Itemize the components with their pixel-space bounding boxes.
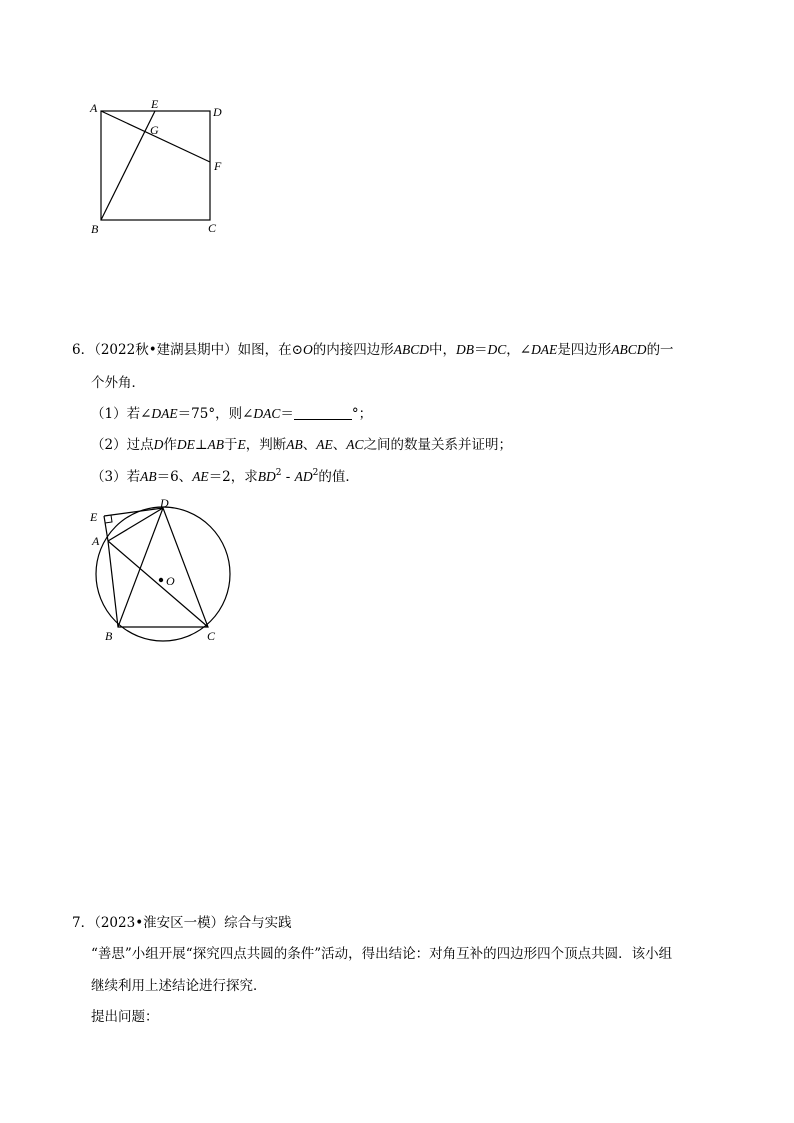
circle-o bbox=[96, 507, 230, 641]
label-f: F bbox=[214, 159, 222, 173]
text: 、 bbox=[332, 437, 347, 453]
text: °； bbox=[351, 406, 373, 422]
var-dc: DC bbox=[487, 342, 507, 357]
label-o: O bbox=[166, 574, 175, 588]
var-o: O bbox=[302, 342, 313, 357]
label-d: D bbox=[160, 496, 169, 510]
segment-be bbox=[101, 111, 155, 220]
q6-part3 bbox=[91, 467, 359, 487]
var-dae: DAE bbox=[531, 342, 558, 357]
var-ad: AD bbox=[294, 469, 313, 484]
var-ab: AB bbox=[207, 437, 225, 452]
label-c: C bbox=[208, 221, 217, 235]
text: ＝75°，则∠ bbox=[177, 406, 254, 422]
quad-adcb bbox=[108, 508, 208, 627]
text: 于 bbox=[224, 437, 238, 453]
var-e: E bbox=[237, 437, 246, 452]
label-d: D bbox=[213, 105, 222, 119]
q6-part2 bbox=[91, 435, 512, 455]
text: ⊥ bbox=[194, 437, 208, 453]
label-g: G bbox=[150, 123, 159, 137]
text: ＝ bbox=[280, 406, 294, 422]
var-ab: AB bbox=[140, 469, 157, 484]
q7-header bbox=[72, 913, 292, 933]
text: ＝6、 bbox=[156, 469, 193, 485]
answer-blank bbox=[294, 405, 352, 420]
q6-stem-line2: 个外角． bbox=[91, 375, 145, 391]
text: （3）若 bbox=[91, 469, 141, 485]
var-ab: AB bbox=[286, 437, 303, 452]
text: 的一 bbox=[646, 342, 674, 358]
text: ，∠ bbox=[506, 342, 532, 358]
label-a: A bbox=[90, 101, 98, 115]
var-de: DE bbox=[176, 437, 195, 452]
var-dae: DAE bbox=[151, 406, 178, 421]
var-db: DB bbox=[455, 342, 474, 357]
label-c: C bbox=[207, 629, 216, 643]
figure-square bbox=[85, 95, 235, 245]
var-bd: BD bbox=[257, 469, 276, 484]
superscript: 2 bbox=[312, 468, 319, 478]
text: - bbox=[281, 469, 295, 485]
text: 是四边形 bbox=[557, 342, 612, 358]
q7-title: 综合与实践 bbox=[224, 915, 292, 931]
text: 、 bbox=[302, 437, 317, 453]
var-ac: AC bbox=[346, 437, 364, 452]
label-e: E bbox=[151, 97, 159, 111]
superscript: 2 bbox=[275, 468, 282, 478]
text: 作 bbox=[163, 437, 177, 453]
q7-para2: 提出问题： bbox=[91, 1009, 159, 1025]
var-abcd: ABCD bbox=[611, 342, 647, 357]
var-ae: AE bbox=[316, 437, 333, 452]
var-dac: DAC bbox=[253, 406, 281, 421]
label-b: B bbox=[91, 222, 99, 236]
q7-source: （2023•淮安区一模） bbox=[94, 915, 225, 931]
label-b: B bbox=[105, 629, 113, 643]
var-d: D bbox=[153, 437, 164, 452]
q6-stem-line1 bbox=[72, 340, 674, 360]
segment-ea bbox=[104, 516, 108, 541]
text: （2）过点 bbox=[91, 437, 154, 453]
diagonal-bd bbox=[118, 508, 163, 627]
text: 之间的数量关系并证明； bbox=[363, 437, 513, 453]
q6-number: 6． bbox=[72, 342, 95, 358]
text: （1）若∠ bbox=[91, 406, 152, 422]
q6-part1 bbox=[91, 404, 372, 424]
q6-source: （2022秋•建湖县期中） bbox=[94, 342, 238, 358]
var-abcd: ABCD bbox=[393, 342, 429, 357]
text: ，判断 bbox=[245, 437, 287, 453]
text: 中， bbox=[428, 342, 456, 358]
center-dot bbox=[159, 578, 163, 582]
q7-para1-line2: 继续利用上述结论进行探究． bbox=[91, 978, 267, 994]
q7-number: 7． bbox=[72, 915, 95, 931]
label-e: E bbox=[90, 510, 98, 524]
label-a: A bbox=[92, 534, 100, 548]
q7-para1-line1: “善思”小组开展“探究四点共圆的条件”活动，得出结论：对角互补的四边形四个顶点共圆．该小组 bbox=[91, 946, 673, 962]
text: 的值． bbox=[318, 469, 359, 485]
text: ＝ bbox=[473, 342, 488, 358]
text: ＝2，求 bbox=[208, 469, 258, 485]
text: 的内接四边形 bbox=[312, 342, 394, 358]
figure-circle bbox=[85, 495, 245, 650]
var-ae: AE bbox=[192, 469, 209, 484]
text: 如图，在⊙ bbox=[237, 342, 303, 358]
segment-de bbox=[104, 508, 163, 516]
